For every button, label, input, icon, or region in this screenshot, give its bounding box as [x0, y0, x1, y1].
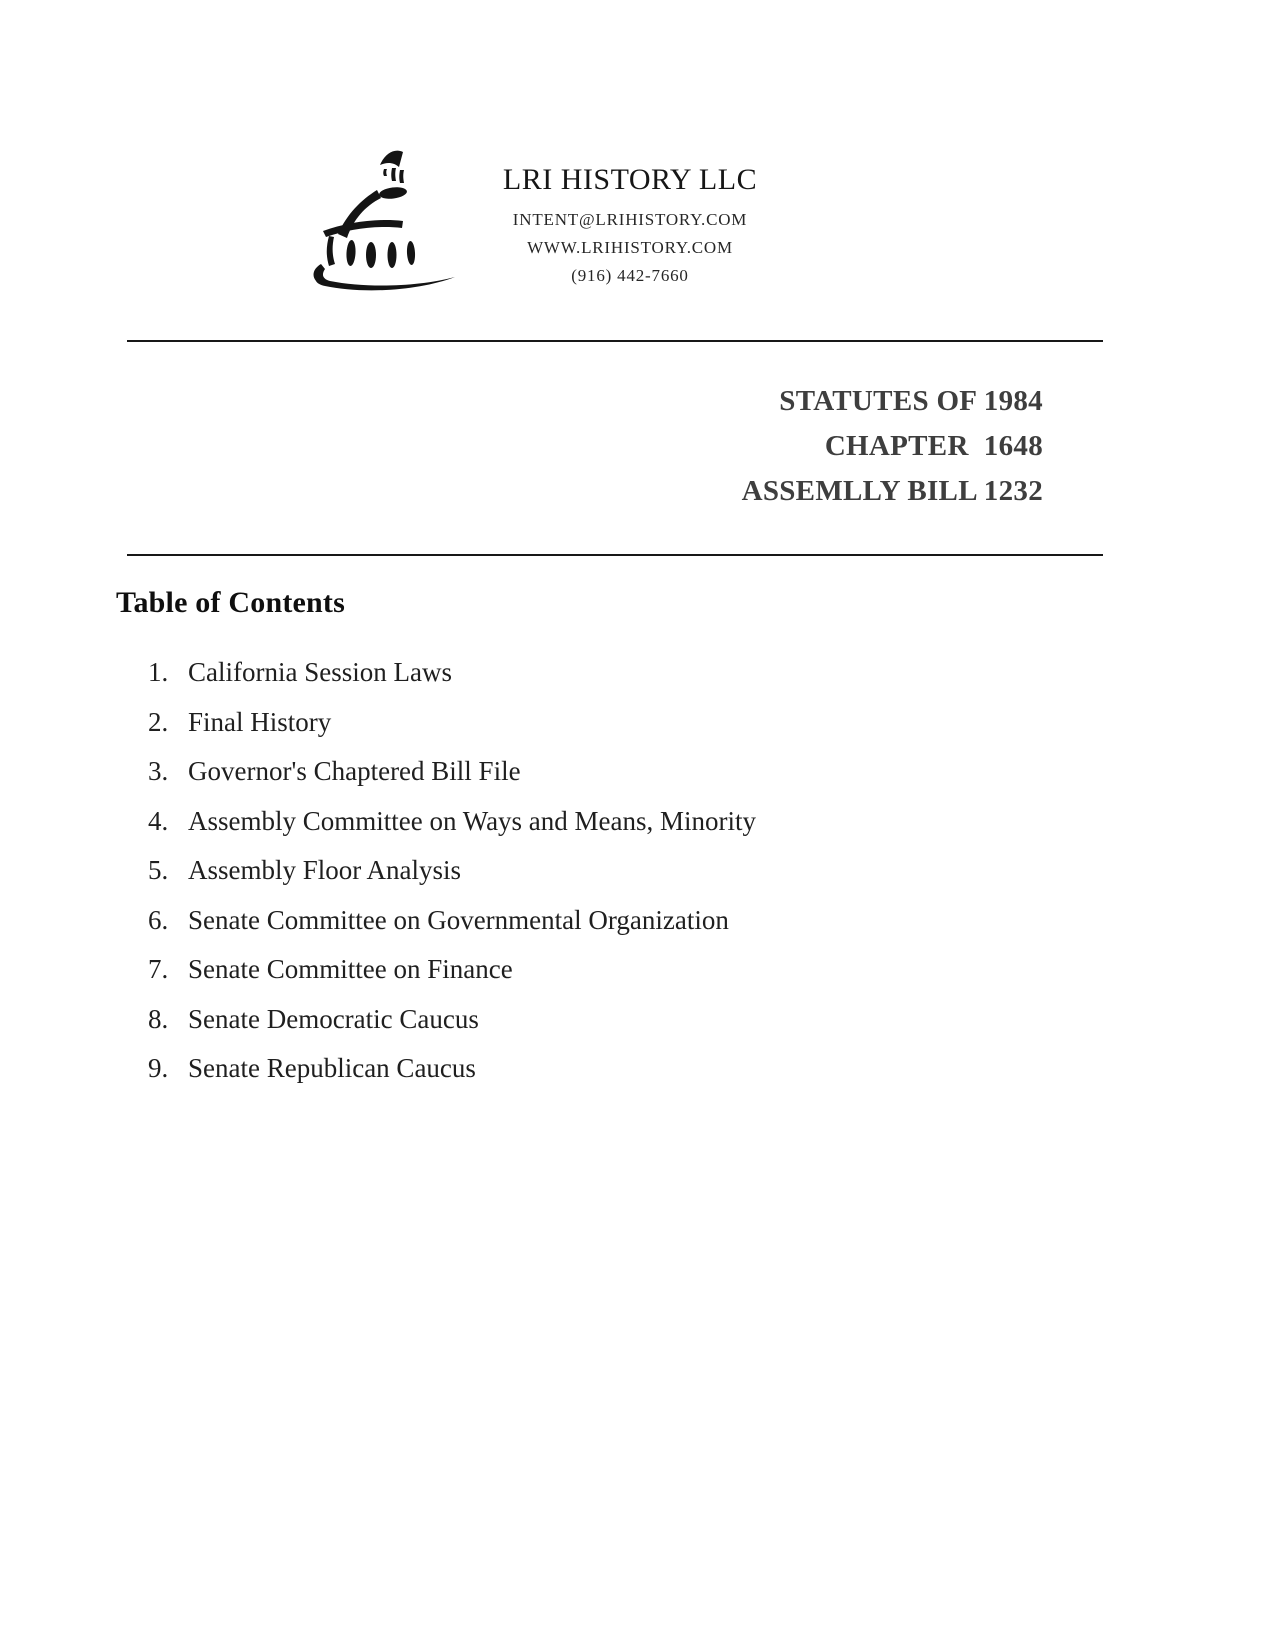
toc-item-number: 2. — [148, 706, 169, 737]
toc-item-label: California Session Laws — [188, 657, 452, 687]
statute-reference — [543, 379, 1043, 514]
company-name: LRI HISTORY LLC — [502, 163, 758, 196]
toc-item-number: 3. — [148, 756, 169, 786]
toc-item-8 — [148, 1003, 756, 1036]
toc-item-number: 4. — [148, 805, 169, 836]
assembly-bill-line: ASSEMLLY BILL 1232 — [741, 475, 1043, 507]
toc-item-number: 7. — [148, 954, 169, 984]
toc-item-label: Assembly Floor Analysis — [188, 855, 462, 885]
toc-item-number: 8. — [148, 1003, 169, 1034]
toc-item-3 — [148, 755, 756, 788]
toc-item-label: Governor's Chaptered Bill File — [188, 756, 521, 786]
toc-item-number: 5. — [148, 855, 169, 885]
toc-item-number: 1. — [148, 657, 169, 687]
toc-item-label: Senate Democratic Caucus — [188, 1003, 479, 1034]
toc-title: Table of Contents — [116, 586, 345, 619]
divider-bottom — [127, 554, 1103, 556]
company-phone: (916) 442-7660 — [571, 266, 689, 285]
company-website: WWW.LRIHISTORY.COM — [527, 238, 733, 257]
toc-item-4 — [148, 805, 756, 838]
divider-top — [127, 340, 1103, 342]
toc-item-6 — [148, 904, 756, 937]
toc-item-label: Senate Committee on Finance — [188, 954, 513, 984]
company-email: INTENT@LRIHISTORY.COM — [512, 210, 748, 229]
toc-item-label: Final History — [188, 706, 332, 737]
toc-item-label: Senate Republican Caucus — [188, 1053, 476, 1083]
toc-item-5 — [148, 854, 756, 887]
toc-item-label: Senate Committee on Governmental Organization — [188, 904, 729, 935]
toc-item-1 — [148, 656, 756, 689]
toc-item-label: Assembly Committee on Ways and Means, Minority — [188, 805, 757, 836]
statutes-year-line: STATUTES OF 1984 — [779, 385, 1043, 417]
toc-item-9 — [148, 1052, 756, 1085]
toc-item-number: 9. — [148, 1053, 169, 1083]
toc-item-number: 6. — [148, 904, 169, 935]
letterhead — [402, 162, 858, 290]
toc-list — [148, 656, 756, 1102]
toc-item-2 — [148, 706, 756, 739]
toc-item-7 — [148, 953, 756, 986]
chapter-line: CHAPTER 1648 — [824, 430, 1043, 462]
